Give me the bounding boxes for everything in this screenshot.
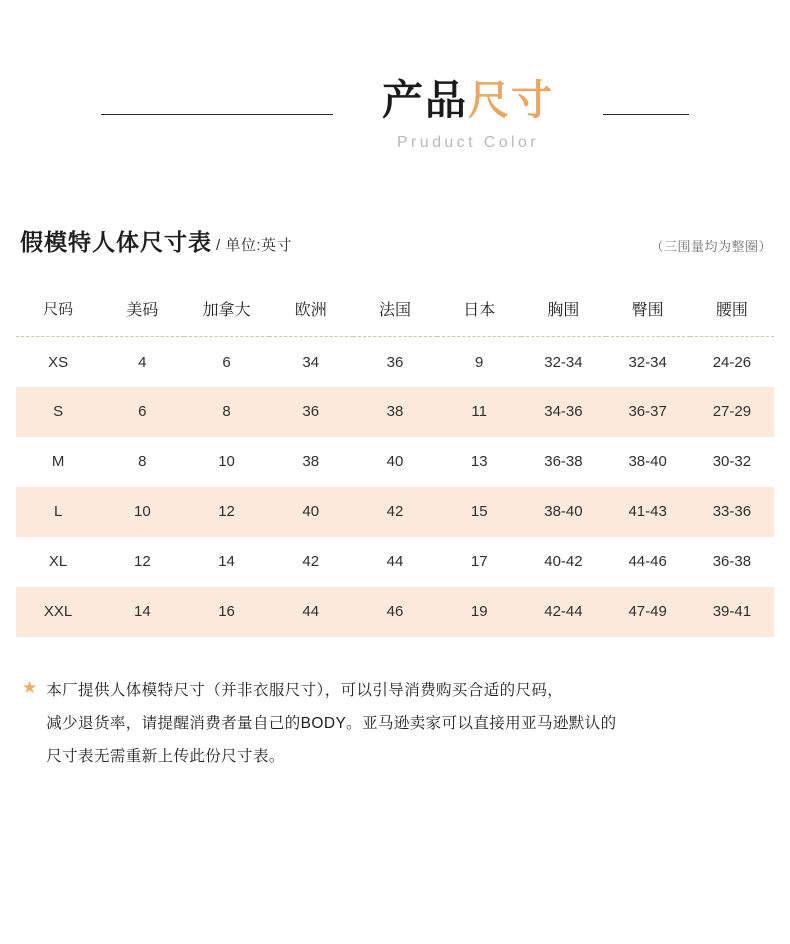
footnote-line: 本厂提供人体模特尺寸（并非衣服尺寸），可以引导消费购买合适的尺码， [46,681,564,699]
cell-value: 27-29 [690,387,774,437]
footnote [22,675,768,774]
page-subtitle: Pruduct Color [396,133,540,151]
cell-size: XL [16,537,100,587]
cell-value: 12 [100,537,184,587]
cell-size: L [16,487,100,537]
section-heading-left [20,224,292,257]
cell-value: 38-40 [606,437,690,487]
cell-value: 4 [100,337,184,387]
size-table-body [16,337,774,637]
cell-value: 44 [353,537,437,587]
header-rule-left [101,114,333,115]
cell-value: 36 [353,337,437,387]
footnote-text [46,675,616,774]
cell-value: 17 [437,537,521,587]
cell-value: 15 [437,487,521,537]
cell-value: 36-38 [521,437,605,487]
cell-value: 36-37 [606,387,690,437]
column-header: 法国 [353,281,437,337]
cell-value: 42-44 [521,587,605,637]
section-note: （三围量均为整圈） [650,238,772,254]
page-title-block [361,78,575,152]
star-icon: ★ [22,677,38,697]
section-unit: / 单位:英寸 [216,236,293,254]
cell-value: 41-43 [606,487,690,537]
cell-value: 44 [269,587,353,637]
cell-value: 9 [437,337,521,387]
cell-value: 14 [184,537,268,587]
column-header: 加拿大 [184,281,268,337]
section-title: 假模特人体尺寸表 [20,228,212,255]
cell-value: 19 [437,587,521,637]
size-table-header [16,281,774,337]
table-row [16,487,774,537]
column-header: 日本 [437,281,521,337]
cell-value: 40-42 [521,537,605,587]
page-header [0,0,790,152]
column-header: 腰围 [690,281,774,337]
cell-value: 33-36 [690,487,774,537]
cell-value: 10 [184,437,268,487]
header-rule-right [603,114,689,115]
footnote-line: 减少退货率，请提醒消费者量自己的BODY。亚马逊卖家可以直接用亚马逊默认的 [46,714,617,732]
page-title-dark: 产品 [382,77,468,123]
cell-value: 11 [437,387,521,437]
cell-size: M [16,437,100,487]
cell-value: 16 [184,587,268,637]
column-header: 美码 [100,281,184,337]
cell-value: 40 [269,487,353,537]
section-heading [0,224,790,257]
cell-value: 38 [353,387,437,437]
column-header: 尺码 [16,281,100,337]
cell-value: 38 [269,437,353,487]
cell-value: 24-26 [690,337,774,387]
cell-value: 6 [100,387,184,437]
cell-value: 36-38 [690,537,774,587]
cell-value: 36 [269,387,353,437]
table-row [16,437,774,487]
cell-value: 34 [269,337,353,387]
column-header: 胸围 [521,281,605,337]
cell-value: 10 [100,487,184,537]
cell-value: 34-36 [521,387,605,437]
table-row [16,337,774,387]
column-header: 欧洲 [269,281,353,337]
cell-size: XXL [16,587,100,637]
cell-value: 13 [437,437,521,487]
table-header-row [16,281,774,337]
cell-value: 14 [100,587,184,637]
table-row [16,387,774,437]
cell-value: 30-32 [690,437,774,487]
cell-size: XS [16,337,100,387]
size-table-wrapper [16,281,774,637]
cell-value: 8 [100,437,184,487]
table-row [16,537,774,587]
page-title-accent: 尺寸 [468,77,554,123]
cell-value: 44-46 [606,537,690,587]
cell-size: S [16,387,100,437]
column-header: 臀围 [606,281,690,337]
size-table [16,281,774,637]
cell-value: 47-49 [606,587,690,637]
cell-value: 6 [184,337,268,387]
cell-value: 42 [353,487,437,537]
footnote-line: 尺寸表无需重新上传此份尺寸表。 [46,747,285,765]
cell-value: 39-41 [690,587,774,637]
cell-value: 12 [184,487,268,537]
cell-value: 46 [353,587,437,637]
cell-value: 32-34 [606,337,690,387]
cell-value: 8 [184,387,268,437]
cell-value: 38-40 [521,487,605,537]
cell-value: 42 [269,537,353,587]
page-title [361,78,575,124]
cell-value: 32-34 [521,337,605,387]
cell-value: 40 [353,437,437,487]
table-row [16,587,774,637]
